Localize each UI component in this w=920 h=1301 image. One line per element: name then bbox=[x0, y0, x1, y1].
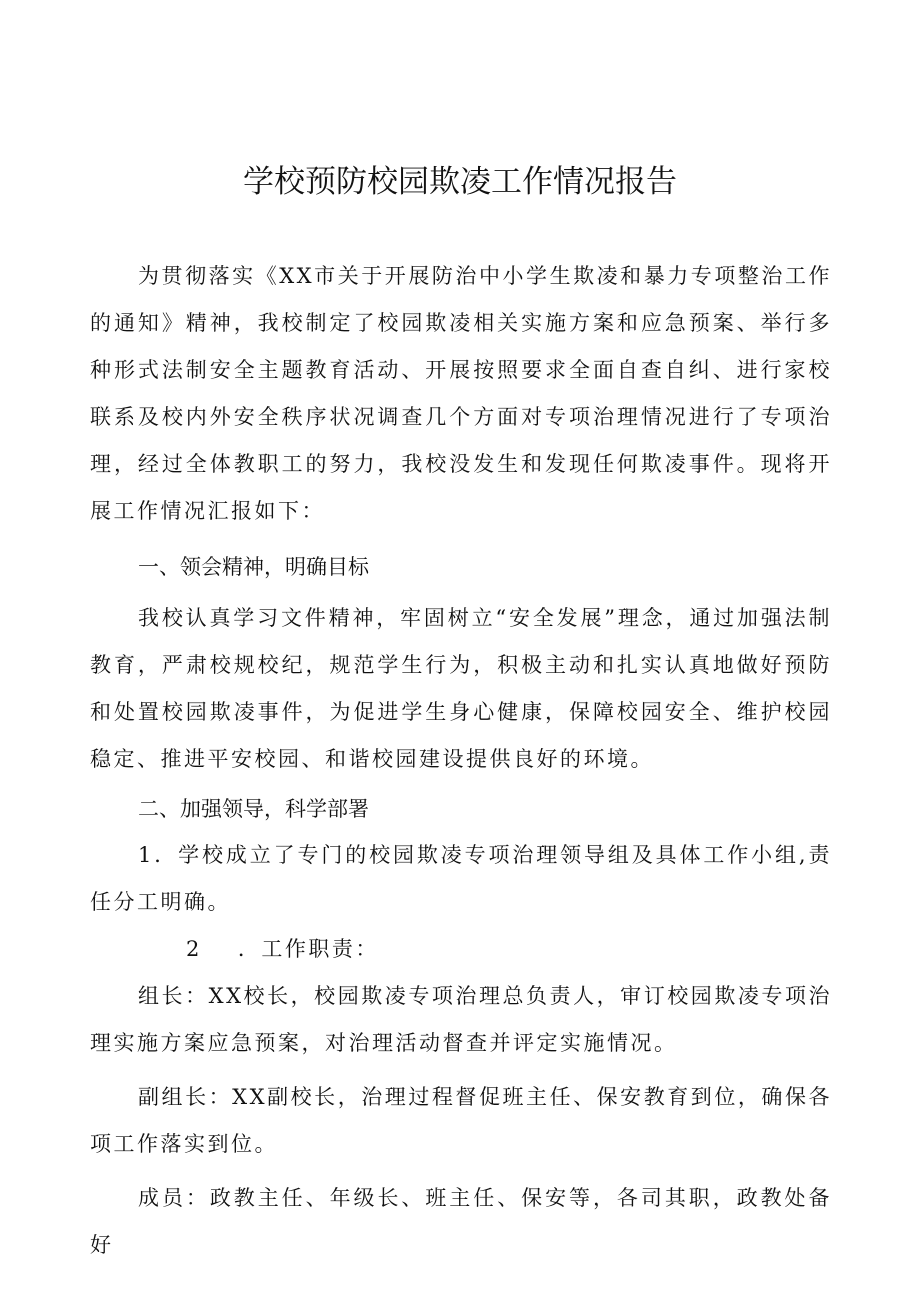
leader-paragraph: 组长：XX校长，校园欺凌专项治理总负责人，审订校园欺凌专项治理实施方案应急预案，对治理活动督查并评定实施情况。 bbox=[90, 984, 832, 1055]
section-heading-1: 一、领会精神，明确目标 bbox=[138, 555, 369, 579]
item-2-text: ．工作职责： bbox=[237, 937, 379, 961]
section-1-paragraph: 我校认真学习文件精神，牢固树立“安全发展”理念，通过加强法制教育，严肃校规校纪，规范学生行为，积极主动和扎实认真地做好预防和处置校园欺凌事件，为促进学生身心健康，保障校园安全、维护校园稳定、推进平安校园、和谐校园建设提供良好的环境。 bbox=[90, 606, 832, 771]
members-paragraph: 成员：政教主任、年级长、班主任、保安等，各司其职，政教处备好 bbox=[90, 1186, 832, 1257]
intro-paragraph: 为贯彻落实《XX市关于开展防治中小学生欺凌和暴力专项整治工作的通知》精神，我校制定了校园欺凌相关实施方案和应急预案、举行多种形式法制安全主题教育活动、开展按照要求全面自查自纠、进行家校联系及校内外安全秩序状况调查几个方面对专项治理情况进行了专项治理，经过全体教职工的努力，我校没发生和发现任何欺凌事件。现将开展工作情况汇报如下： bbox=[90, 264, 832, 523]
item-2-number: 2 bbox=[186, 937, 202, 961]
deputy-leader-paragraph: 副组长：XX副校长，治理过程督促班主任、保安教育到位，确保各项工作落实到位。 bbox=[90, 1085, 832, 1156]
item-2-paragraph bbox=[90, 926, 832, 973]
section-heading-2: 二、加强领导，科学部署 bbox=[138, 797, 369, 821]
document-title: 学校预防校园欺凌工作情况报告 bbox=[243, 164, 677, 200]
item-1-paragraph: 1．学校成立了专门的校园欺凌专项治理领导组及具体工作小组,责任分工明确。 bbox=[90, 843, 832, 914]
